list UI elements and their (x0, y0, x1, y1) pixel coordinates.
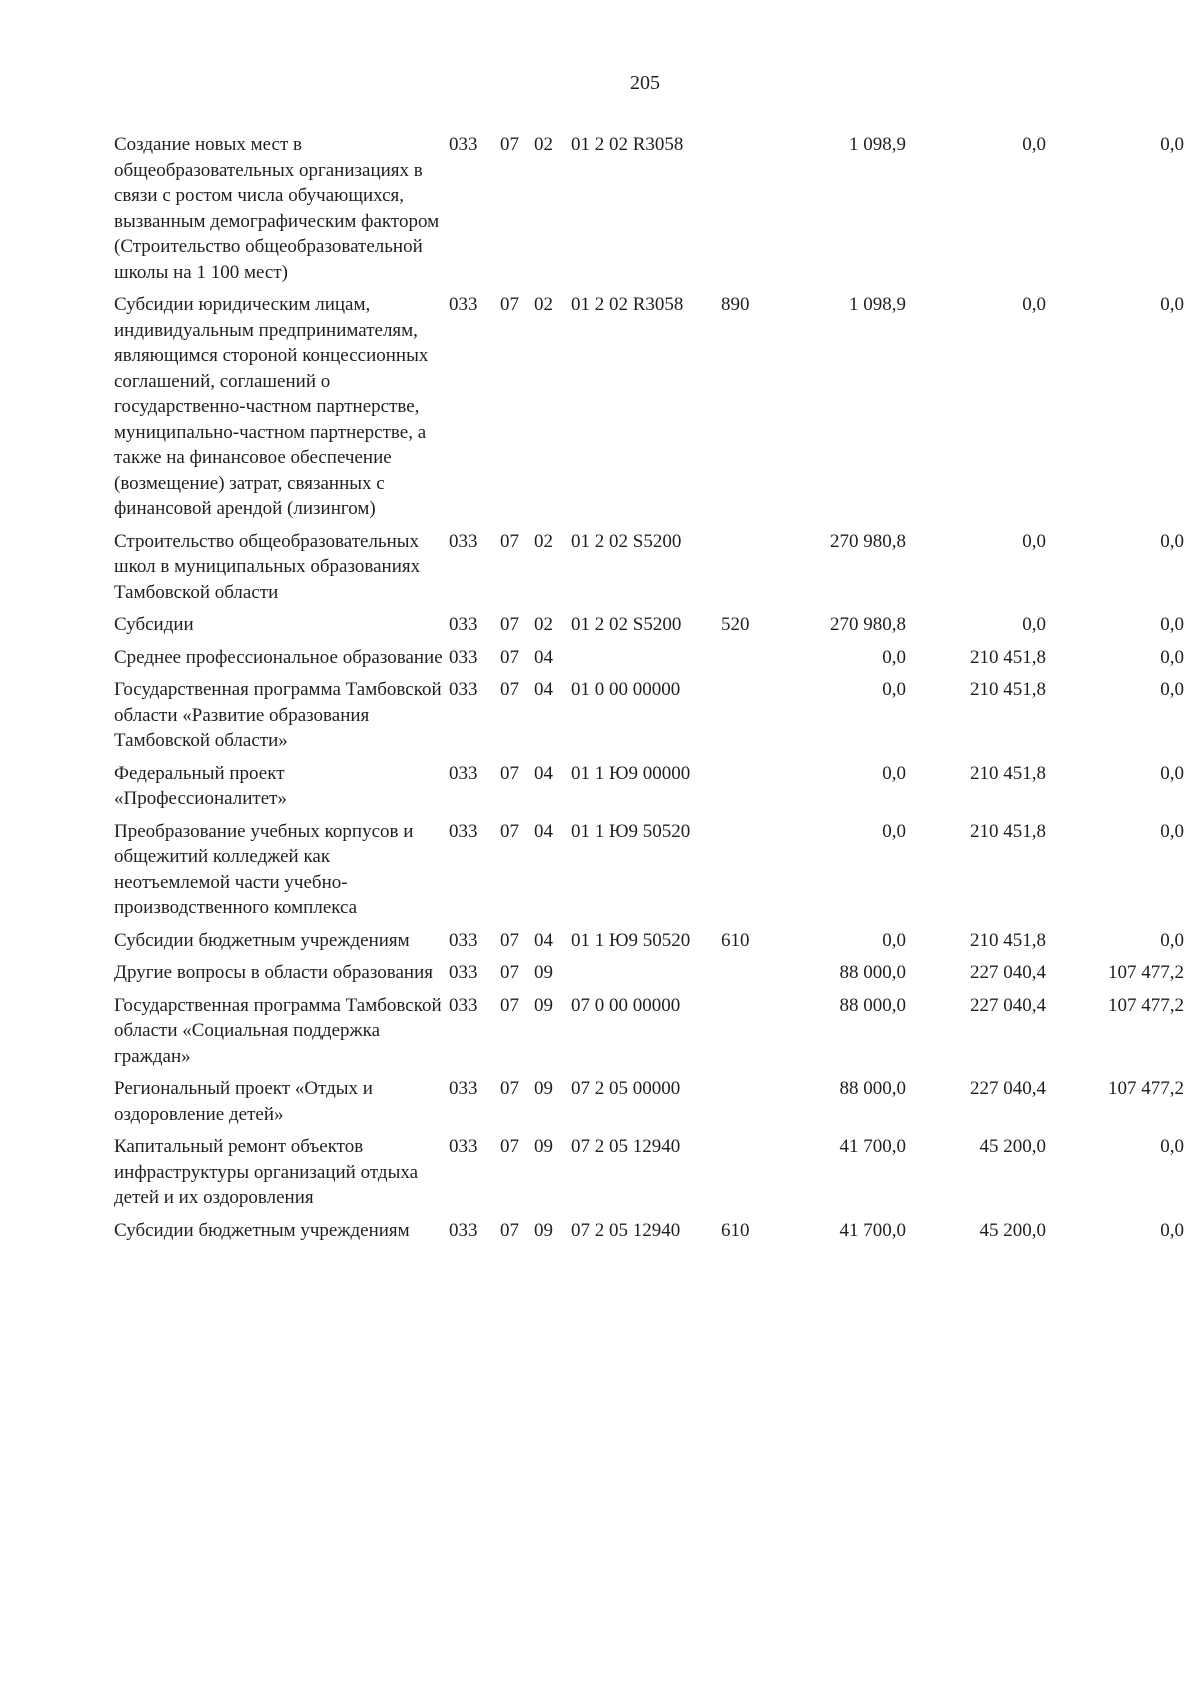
subsection-code: 09 (534, 1136, 553, 1157)
table-row (114, 612, 1184, 645)
section-code: 07 (500, 646, 519, 668)
section-code: 07 (500, 134, 519, 155)
amount-year-2: 45 200,0 (979, 1136, 1046, 1157)
row-name: Другие вопросы в области образования (114, 962, 433, 983)
expense-type-code: 610 (721, 929, 750, 951)
row-name: Создание новых мест в общеобразовательных организациях в связи с ростом числа обучающихся, вызванным демографическим фактором (Строительство общеобразовательной школы на 1 100 мест) (114, 134, 440, 283)
section-code: 07 (500, 994, 519, 1016)
subsection-code: 04 (534, 646, 553, 668)
ministry-code: 033 (449, 530, 478, 552)
section-code: 07 (500, 820, 519, 842)
amount-year-1: 88 000,0 (839, 994, 906, 1016)
amount-year-1: 88 000,0 (839, 1078, 906, 1099)
amount-year-3: 107 477,2 (1108, 962, 1184, 983)
row-name: Субсидии (114, 614, 194, 635)
expense-type-code (721, 761, 761, 819)
amount-year-1: 0,0 (882, 762, 906, 784)
amount-year-3: 0,0 (1160, 1219, 1184, 1241)
amount-year-3: 0,0 (1160, 1136, 1184, 1157)
row-name: Преобразование учебных корпусов и общежитий колледжей как неотъемлемой части учебно-производственного комплекса (114, 820, 414, 918)
ministry-code: 033 (449, 1078, 478, 1099)
subsection-code: 04 (534, 762, 553, 784)
section-code: 07 (500, 614, 519, 635)
row-name: Федеральный проект «Профессионалитет» (114, 762, 287, 809)
target-article-code: 07 2 05 12940 (571, 1136, 681, 1157)
subsection-code: 02 (534, 530, 553, 552)
expense-type-code (721, 132, 761, 292)
subsection-code: 09 (534, 1078, 553, 1099)
amount-year-1: 0,0 (882, 820, 906, 842)
amount-year-2: 0,0 (1022, 134, 1046, 155)
target-article-code: 07 2 05 12940 (571, 1219, 681, 1241)
table-row (114, 1218, 1184, 1251)
amount-year-3: 0,0 (1160, 294, 1184, 315)
table-row (114, 677, 1184, 761)
amount-year-1: 0,0 (882, 929, 906, 951)
target-article-code: 01 2 02 R3058 (571, 294, 684, 315)
amount-year-3: 0,0 (1160, 820, 1184, 842)
amount-year-1: 270 980,8 (830, 530, 906, 552)
expense-type-code: 610 (721, 1219, 750, 1241)
section-code: 07 (500, 929, 519, 951)
section-code: 07 (500, 762, 519, 784)
subsection-code: 02 (534, 614, 553, 635)
ministry-code: 033 (449, 1136, 478, 1157)
subsection-code: 04 (534, 929, 553, 951)
subsection-code: 09 (534, 994, 553, 1016)
ministry-code: 033 (449, 762, 478, 784)
ministry-code: 033 (449, 929, 478, 951)
ministry-code: 033 (449, 994, 478, 1016)
target-article-code: 01 1 Ю9 00000 (571, 762, 691, 784)
amount-year-3: 0,0 (1160, 929, 1184, 951)
amount-year-1: 41 700,0 (839, 1136, 906, 1157)
row-name: Региональный проект «Отдых и оздоровление детей» (114, 1078, 373, 1125)
amount-year-2: 0,0 (1022, 294, 1046, 315)
table-row (114, 132, 1184, 292)
subsection-code: 02 (534, 134, 553, 155)
expense-type-code (721, 529, 761, 613)
expense-type-code (721, 1134, 761, 1218)
amount-year-3: 0,0 (1160, 614, 1184, 635)
section-code: 07 (500, 1078, 519, 1099)
table-body (114, 132, 1184, 1250)
target-article-code: 01 2 02 S5200 (571, 530, 682, 552)
expense-type-code: 520 (721, 614, 750, 635)
table-row (114, 1076, 1184, 1134)
ministry-code: 033 (449, 820, 478, 842)
amount-year-2: 210 451,8 (970, 929, 1046, 951)
expense-type-code (721, 960, 761, 993)
target-article-code (571, 960, 721, 993)
ministry-code: 033 (449, 962, 478, 983)
row-name: Субсидии юридическим лицам, индивидуальным предпринимателям, являющимся стороной концессионных соглашений, соглашений о государственно-частном партнерстве, муниципально-частном партнерстве, а также на финансовое обеспечение (возмещение) затрат, связанных с финансовой арендой (лизингом) (114, 294, 429, 519)
amount-year-3: 107 477,2 (1108, 1078, 1184, 1099)
row-name: Строительство общеобразовательных школ в муниципальных образованиях Тамбовской области (114, 530, 421, 603)
section-code: 07 (500, 1219, 519, 1241)
table-row (114, 645, 1184, 678)
table-row (114, 529, 1184, 613)
amount-year-1: 41 700,0 (839, 1219, 906, 1241)
row-name: Государственная программа Тамбовской области «Социальная поддержка граждан» (114, 994, 442, 1067)
section-code: 07 (500, 294, 519, 315)
expense-type-code: 890 (721, 294, 750, 315)
row-name: Субсидии бюджетным учреждениям (114, 929, 410, 951)
amount-year-1: 0,0 (882, 646, 906, 668)
ministry-code: 033 (449, 646, 478, 668)
row-name: Субсидии бюджетным учреждениям (114, 1219, 410, 1241)
amount-year-2: 210 451,8 (970, 762, 1046, 784)
expense-type-code (721, 993, 761, 1077)
amount-year-2: 210 451,8 (970, 820, 1046, 842)
expense-type-code (721, 819, 761, 928)
row-name: Капитальный ремонт объектов инфраструктуры организаций отдыха детей и их оздоровления (114, 1136, 419, 1208)
ministry-code: 033 (449, 1219, 478, 1241)
target-article-code: 01 1 Ю9 50520 (571, 929, 691, 951)
ministry-code: 033 (449, 294, 478, 315)
amount-year-3: 0,0 (1160, 679, 1184, 700)
amount-year-3: 107 477,2 (1108, 994, 1184, 1016)
page-number: 205 (630, 72, 660, 94)
amount-year-1: 88 000,0 (839, 962, 906, 983)
row-name: Среднее профессиональное образование (114, 646, 443, 668)
amount-year-1: 1 098,9 (849, 134, 906, 155)
amount-year-2: 227 040,4 (970, 962, 1046, 983)
subsection-code: 04 (534, 820, 553, 842)
budget-table (114, 132, 1184, 1250)
table-row (114, 993, 1184, 1077)
target-article-code: 01 0 00 00000 (571, 679, 681, 700)
amount-year-3: 0,0 (1160, 530, 1184, 552)
table-row (114, 761, 1184, 819)
ministry-code: 033 (449, 679, 478, 700)
table-row (114, 819, 1184, 928)
amount-year-2: 227 040,4 (970, 994, 1046, 1016)
subsection-code: 09 (534, 962, 553, 983)
subsection-code: 02 (534, 294, 553, 315)
section-code: 07 (500, 1136, 519, 1157)
amount-year-2: 45 200,0 (979, 1219, 1046, 1241)
subsection-code: 04 (534, 679, 553, 700)
amount-year-2: 0,0 (1022, 530, 1046, 552)
amount-year-3: 0,0 (1160, 646, 1184, 668)
table-row (114, 960, 1184, 993)
section-code: 07 (500, 679, 519, 700)
amount-year-3: 0,0 (1160, 134, 1184, 155)
target-article-code: 01 1 Ю9 50520 (571, 820, 691, 842)
amount-year-2: 210 451,8 (970, 646, 1046, 668)
target-article-code: 01 2 02 S5200 (571, 614, 682, 635)
target-article-code: 07 2 05 00000 (571, 1078, 681, 1099)
amount-year-3: 0,0 (1160, 762, 1184, 784)
amount-year-2: 227 040,4 (970, 1078, 1046, 1099)
amount-year-1: 0,0 (882, 679, 906, 700)
expense-type-code (721, 677, 761, 761)
target-article-code (571, 645, 721, 678)
row-name: Государственная программа Тамбовской области «Развитие образования Тамбовской области» (114, 679, 442, 751)
subsection-code: 09 (534, 1219, 553, 1241)
section-code: 07 (500, 530, 519, 552)
ministry-code: 033 (449, 134, 478, 155)
target-article-code: 01 2 02 R3058 (571, 134, 684, 155)
amount-year-2: 0,0 (1022, 614, 1046, 635)
table-row (114, 1134, 1184, 1218)
amount-year-1: 1 098,9 (849, 294, 906, 315)
table-row (114, 292, 1184, 529)
expense-type-code (721, 1076, 761, 1134)
expense-type-code (721, 645, 761, 678)
table-row (114, 928, 1184, 961)
amount-year-2: 210 451,8 (970, 679, 1046, 700)
section-code: 07 (500, 962, 519, 983)
ministry-code: 033 (449, 614, 478, 635)
amount-year-1: 270 980,8 (830, 614, 906, 635)
target-article-code: 07 0 00 00000 (571, 994, 681, 1016)
